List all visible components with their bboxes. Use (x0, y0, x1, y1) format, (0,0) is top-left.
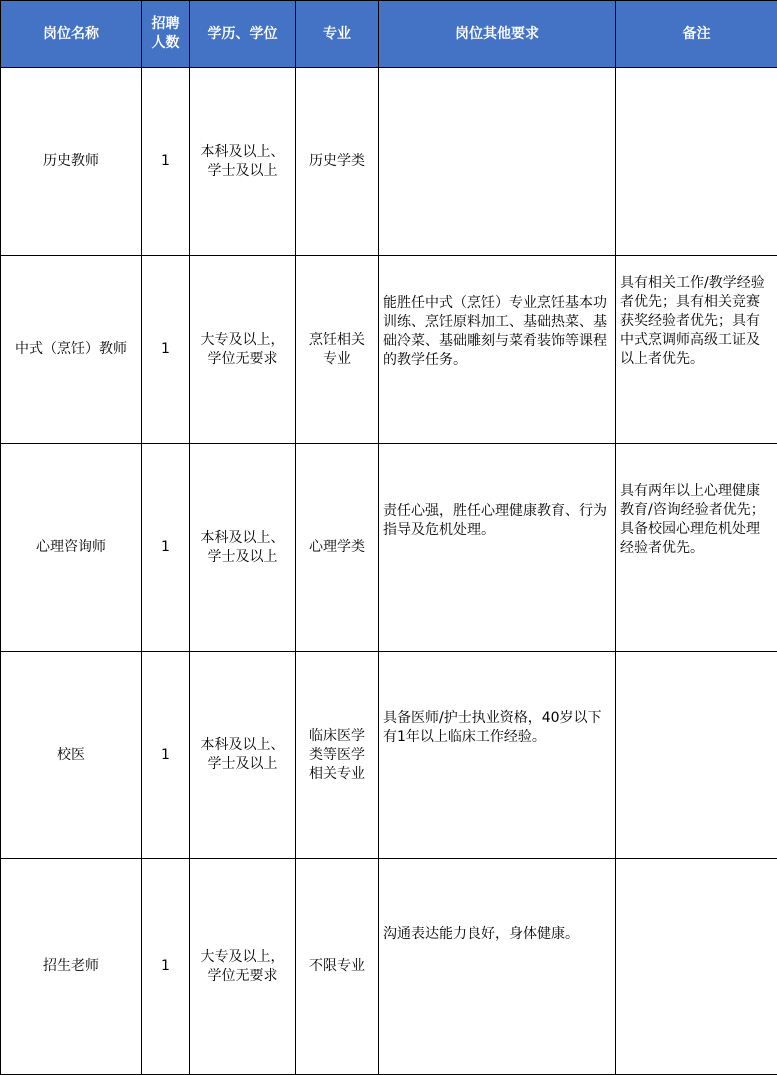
cell-remarks: 具有相关工作/教学经验者优先；具有相关竞赛获奖经验者优先；具有中式烹调师高级工证及以上者优先。 (616, 256, 777, 444)
cell-count: 1 (142, 859, 190, 1075)
cell-education: 本科及以上、 学士及以上 (190, 444, 296, 652)
header-position: 岗位名称 (1, 1, 142, 68)
cell-requirements: 能胜任中式（烹饪）专业烹饪基本功训练、烹饪原料加工、基础热菜、基础冷菜、基础雕刻与菜肴装饰等课程的教学任务。 (379, 256, 616, 444)
cell-count: 1 (142, 256, 190, 444)
table-row (1, 859, 777, 1075)
cell-position: 校医 (1, 652, 142, 859)
cell-position: 心理咨询师 (1, 444, 142, 652)
cell-remarks (616, 859, 777, 1075)
cell-remarks (616, 652, 777, 859)
header-remarks: 备注 (616, 1, 777, 68)
cell-major: 不限专业 (296, 859, 379, 1075)
cell-major: 烹饪相关 专业 (296, 256, 379, 444)
cell-major: 心理学类 (296, 444, 379, 652)
header-education: 学历、学位 (190, 1, 296, 68)
cell-remarks (616, 68, 777, 256)
table-row (1, 256, 777, 444)
cell-education: 本科及以上、 学士及以上 (190, 652, 296, 859)
cell-requirements: 具备医师/护士执业资格，40岁以下有1年以上临床工作经验。 (379, 652, 616, 859)
cell-requirements: 责任心强，胜任心理健康教育、行为指导及危机处理。 (379, 444, 616, 652)
cell-count: 1 (142, 652, 190, 859)
table-row (1, 444, 777, 652)
cell-requirements: 沟通表达能力良好，身体健康。 (379, 859, 616, 1075)
table-row (1, 652, 777, 859)
cell-major: 历史学类 (296, 68, 379, 256)
cell-position: 历史教师 (1, 68, 142, 256)
table-row (1, 68, 777, 256)
cell-position: 中式（烹饪）教师 (1, 256, 142, 444)
cell-education: 本科及以上、 学士及以上 (190, 68, 296, 256)
header-count: 招聘 人数 (142, 1, 190, 68)
cell-remarks: 具有两年以上心理健康教育/咨询经验者优先；具备校园心理危机处理经验者优先。 (616, 444, 777, 652)
cell-count: 1 (142, 444, 190, 652)
header-major: 专业 (296, 1, 379, 68)
cell-requirements (379, 68, 616, 256)
header-requirements: 岗位其他要求 (379, 1, 616, 68)
header-row (1, 1, 777, 68)
cell-education: 大专及以上， 学位无要求 (190, 859, 296, 1075)
cell-education: 大专及以上， 学位无要求 (190, 256, 296, 444)
cell-major: 临床医学 类等医学 相关专业 (296, 652, 379, 859)
cell-count: 1 (142, 68, 190, 256)
cell-position: 招生老师 (1, 859, 142, 1075)
